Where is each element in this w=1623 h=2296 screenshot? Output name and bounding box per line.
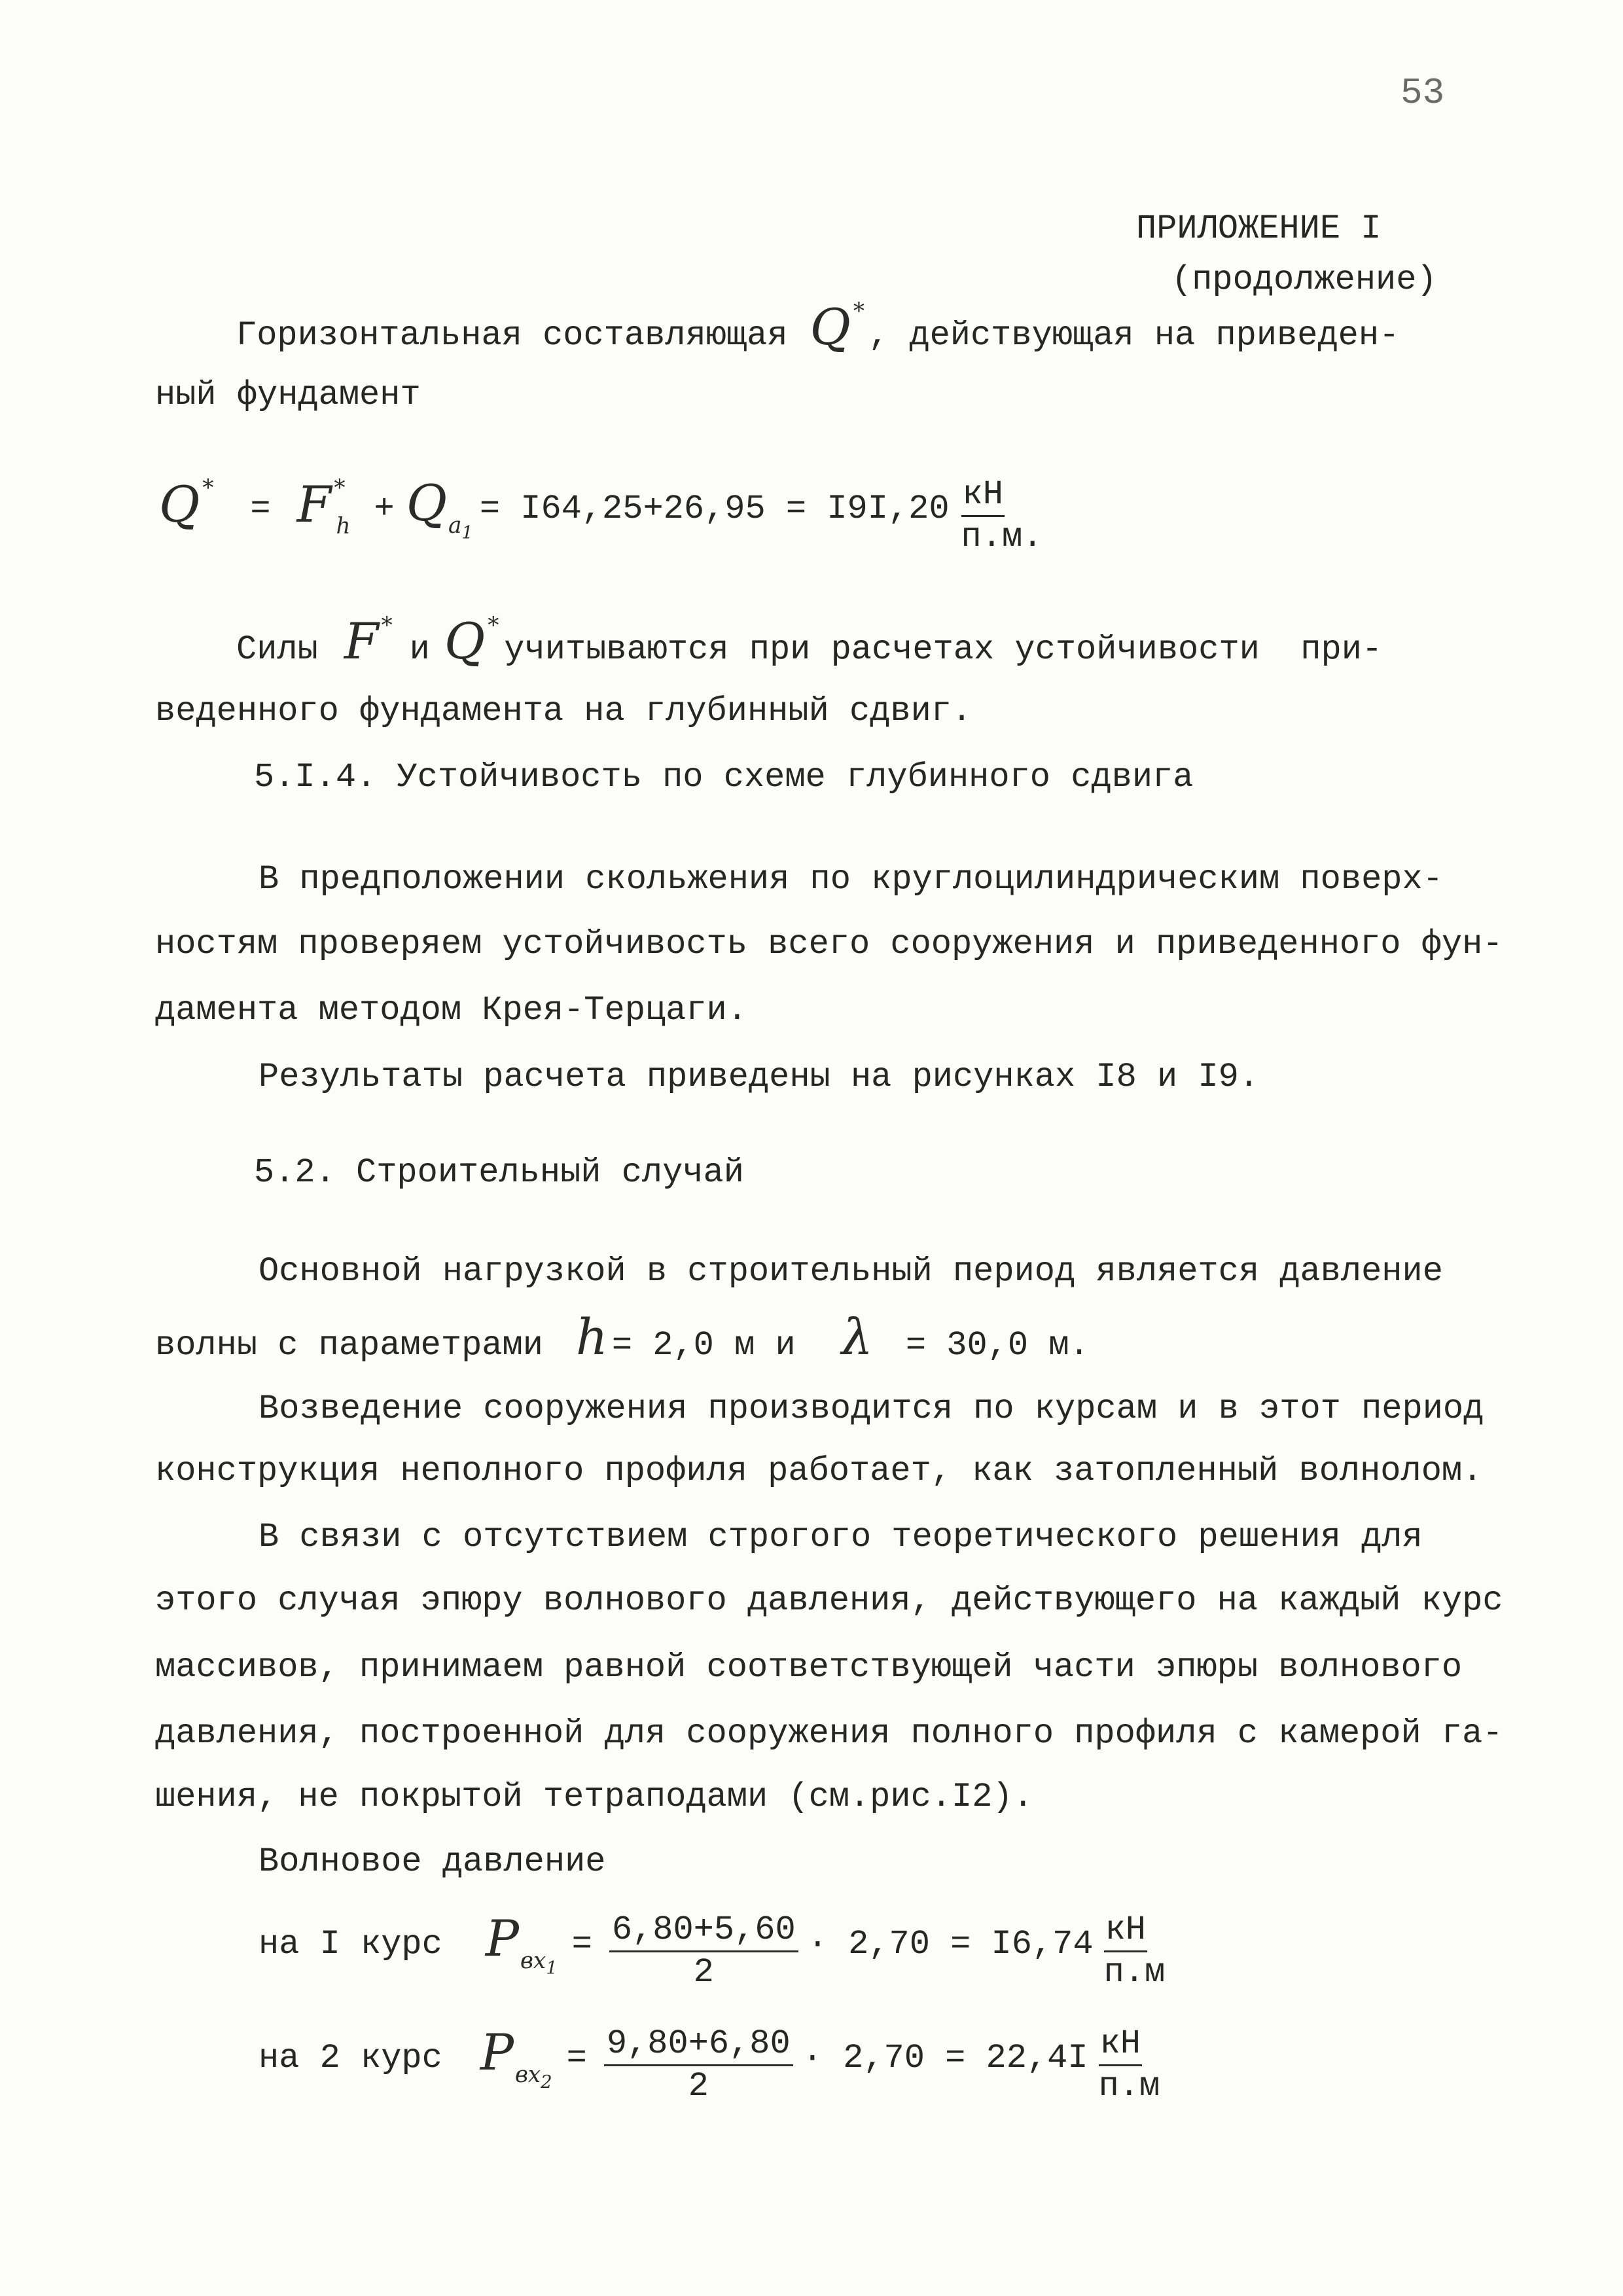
text-segment: учитываются при расчетах устойчивости при- <box>504 630 1383 669</box>
paragraph-7-line-4 <box>155 1714 1503 1753</box>
symbol-letter: h <box>575 1308 608 1366</box>
equals-sign: = <box>566 2039 587 2077</box>
symbol-letter: λ <box>841 1308 873 1366</box>
paragraph-2-line-2 <box>155 692 972 731</box>
paragraph-1-line-2 <box>155 376 421 415</box>
symbol-letter: F <box>296 475 332 533</box>
section-heading-5-1-4 <box>254 758 1193 797</box>
paragraph-7-line-5 <box>155 1778 1033 1817</box>
text-segment: конструкция неполного профиля работает, как затопленный волнолом. <box>155 1452 1483 1490</box>
text-segment: В предположении скольжения по круглоцилиндрическим поверх- <box>259 860 1443 899</box>
unit-denominator: п.м <box>1098 2066 1160 2106</box>
symbol-superscript: * <box>202 475 214 502</box>
symbol-subscript: h <box>336 513 351 540</box>
symbol-superscript: * <box>381 612 393 639</box>
paragraph-1-line-1 <box>236 298 1400 356</box>
text-segment: = 30,0 м. <box>905 1326 1090 1365</box>
formula-3-result: · 2,70 = 22,4I <box>802 2039 1088 2077</box>
subscript-letter: a <box>448 512 462 539</box>
formula-1-term-2 <box>406 474 473 544</box>
symbol-superscript: * <box>853 298 865 325</box>
subscript-index: 1 <box>546 1958 558 1979</box>
text-segment: Основной нагрузкой в строительный период является давление <box>259 1252 1443 1291</box>
subscript-index: 2 <box>541 2072 552 2093</box>
text-segment: этого случая эпюру волнового давления, действующего на каждый курс <box>155 1581 1503 1620</box>
fraction-numerator: 9,80+6,80 <box>604 2024 793 2066</box>
equals-sign: = <box>571 1925 592 1964</box>
text-segment: давления, построенной для сооружения полного профиля с камерой га- <box>155 1714 1503 1753</box>
text-segment: , действующая на приведен- <box>868 316 1400 355</box>
symbol-letter: Q <box>810 298 851 356</box>
symbol-letter: Q <box>159 475 200 533</box>
formula-2-result: · 2,70 = I6,74 <box>807 1925 1094 1964</box>
formula-3-unit <box>1099 2024 1160 2107</box>
text-segment: и <box>409 630 430 669</box>
symbol-letter: F <box>344 612 379 670</box>
unit-denominator: п.м <box>1103 1952 1166 1992</box>
appendix-subtitle-text: (продолжение) <box>1171 260 1437 299</box>
paragraph-7-line-1 <box>259 1518 1423 1557</box>
equals-sign: = <box>250 490 271 528</box>
page-number-text: 53 <box>1400 72 1445 114</box>
fraction-denominator: 2 <box>693 1952 714 1992</box>
symbol-wave-height <box>575 1308 608 1366</box>
formula-3-fraction <box>604 2024 793 2107</box>
unit-numerator: кН <box>1104 1910 1147 1952</box>
paragraph-7-line-3 <box>155 1648 1462 1687</box>
formula-2-symbol <box>485 1909 558 1979</box>
symbol-subscript <box>515 2055 552 2096</box>
text-segment: массивов, принимаем равной соответствующей части эпюры волнового <box>155 1648 1463 1687</box>
text-segment: ный фундамент <box>155 376 421 414</box>
appendix-title-text: ПРИЛОЖЕНИЕ I <box>1136 209 1382 248</box>
formula-1-lhs <box>159 475 214 534</box>
paragraph-3-line-2 <box>155 925 1503 964</box>
paragraph-6-line-1 <box>259 1390 1484 1429</box>
plus-sign: + <box>374 490 395 528</box>
formula-1-unit <box>961 475 1043 558</box>
unit-numerator: кН <box>1099 2024 1142 2066</box>
symbol-letter: P <box>485 1909 519 1967</box>
formula-1-term-1 <box>296 475 351 540</box>
subscript-letters: вх <box>515 2061 541 2088</box>
symbol-letter: Q <box>406 474 448 532</box>
section-heading-text: 5.I.4. Устойчивость по схеме глубинного сдвига <box>254 758 1194 797</box>
formula-2-fraction <box>609 1910 798 1993</box>
symbol-wave-length <box>841 1308 873 1366</box>
formula-1-result: = I64,25+26,95 = I9I,20 <box>479 490 950 528</box>
fraction-numerator: 6,80+5,60 <box>609 1910 798 1952</box>
paragraph-4-line-1 <box>259 1058 1259 1097</box>
fraction-denominator: 2 <box>688 2066 709 2106</box>
paragraph-3-line-3 <box>155 991 747 1030</box>
symbol-subscript <box>448 506 473 547</box>
text-segment: В связи с отсутствием строгого теоретического решения для <box>259 1518 1423 1556</box>
unit-denominator: п.м. <box>961 517 1043 556</box>
symbol-letter: P <box>480 2023 514 2081</box>
formula-3 <box>259 2006 1160 2111</box>
formula-1 <box>159 457 1043 562</box>
appendix-subtitle <box>1171 260 1437 300</box>
paragraph-6-line-2 <box>155 1452 1482 1491</box>
page-number <box>1400 73 1444 113</box>
text-segment: Волновое давление <box>259 1842 606 1881</box>
text-segment: веденного фундамента на глубинный сдвиг. <box>155 692 972 730</box>
text-segment: ностям проверяем устойчивость всего сооружения и приведенного фун- <box>155 925 1503 963</box>
symbol-superscript: * <box>488 612 499 639</box>
text-segment: Возведение сооружения производится по курсам и в этот период <box>259 1390 1484 1428</box>
text-segment: волны с параметрами <box>155 1326 543 1365</box>
symbol-subscript <box>520 1941 558 1982</box>
paragraph-8-line-1 <box>259 1842 606 1882</box>
symbol-superscript: * <box>334 475 346 502</box>
symbol-f-star <box>344 612 393 671</box>
section-heading-5-2 <box>254 1153 744 1193</box>
text-segment: Горизонтальная составляющая <box>236 316 788 355</box>
symbol-letter: Q <box>444 612 486 670</box>
symbol-q-star <box>444 612 499 671</box>
unit-numerator: кН <box>961 475 1005 517</box>
formula-3-symbol <box>480 2023 552 2093</box>
text-segment: дамента методом Крея-Терцаги. <box>155 991 747 1030</box>
symbol-q-star <box>810 298 865 357</box>
paragraph-3-line-1 <box>259 860 1443 899</box>
formula-3-label: на 2 курс <box>259 2039 442 2077</box>
section-heading-text: 5.2. Строительный случай <box>254 1153 744 1192</box>
text-segment: = 2,0 м и <box>611 1326 796 1365</box>
paragraph-5-line-1 <box>259 1252 1443 1291</box>
subscript-index: 1 <box>461 523 473 544</box>
formula-2 <box>259 1892 1165 1997</box>
text-segment: Силы <box>236 630 318 669</box>
text-segment: шения, не покрытой тетраподами (см.рис.I2). <box>155 1778 1033 1816</box>
text-segment: Результаты расчета приведены на рисунках I8 и I9. <box>259 1058 1260 1096</box>
formula-2-label: на I курс <box>259 1925 442 1964</box>
appendix-title <box>1136 209 1381 249</box>
paragraph-7-line-2 <box>155 1581 1503 1621</box>
paragraph-2-line-1 <box>236 612 1383 670</box>
paragraph-5-line-2 <box>155 1308 1090 1366</box>
formula-2-unit <box>1104 1910 1166 1993</box>
subscript-letters: вх <box>520 1947 546 1974</box>
